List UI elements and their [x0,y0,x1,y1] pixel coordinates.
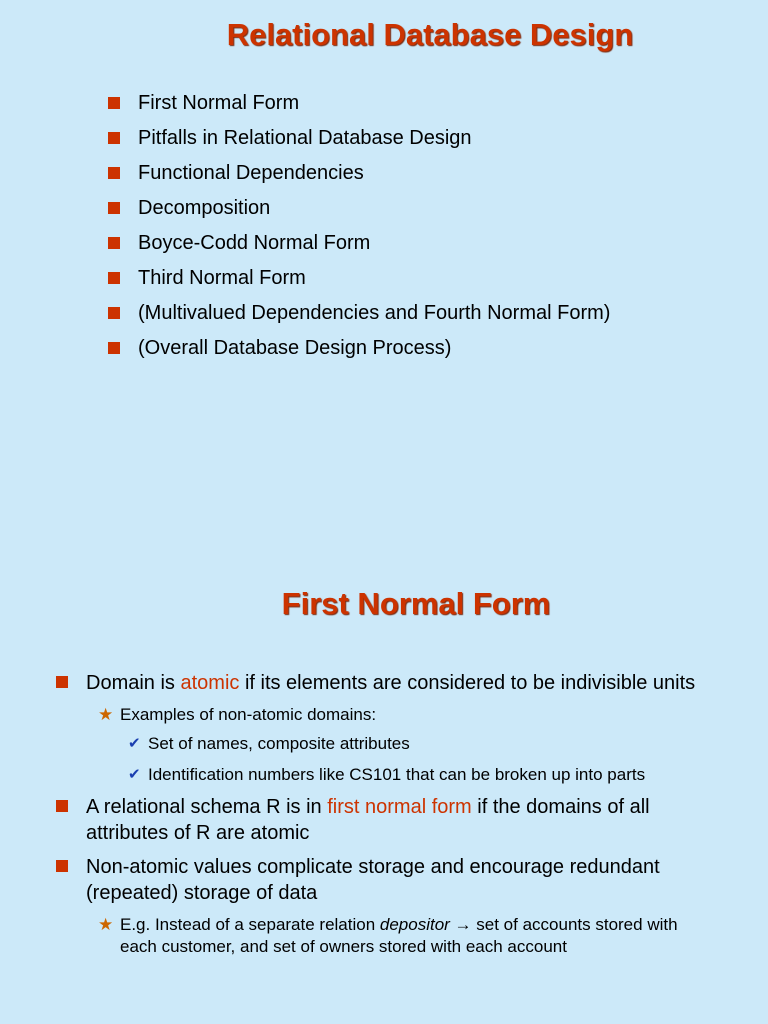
highlight-term: first normal form [327,796,472,818]
square-bullet-icon [56,860,68,872]
text-run: Domain is [86,672,181,694]
list-item [108,267,610,302]
sub-sub-bullet-text: Identification numbers like CS101 that can be broken up into parts [148,765,646,784]
star-icon: ★ [98,915,114,934]
square-bullet-icon [56,676,68,688]
italic-term: depositor [379,915,450,934]
bullet-text [86,794,716,846]
sub-bullet [98,704,716,726]
bullet-first-normal-form [56,794,716,846]
list-item-label: Boyce-Codd Normal Form [138,232,371,254]
list-item [108,197,610,232]
list-item [108,162,610,197]
list-item [108,302,610,337]
sub-bullet-text: Examples of non-atomic domains: [120,705,377,724]
list-item-label: Decomposition [138,197,271,219]
bullet-non-atomic [56,854,716,906]
text-run: E.g. Instead of a separate relation [120,915,380,934]
sub-sub-bullet-text: Set of names, composite attributes [148,734,410,753]
topic-list [108,92,610,372]
list-item-label: Third Normal Form [138,267,306,289]
arrow-right-icon: → [449,915,477,934]
list-item-label: First Normal Form [138,92,300,114]
checkmark-icon: ✔ [128,766,141,783]
list-item [108,127,610,162]
square-bullet-icon [108,342,120,354]
square-bullet-icon [108,167,120,179]
square-bullet-icon [108,97,120,109]
section-title: First Normal Form [281,586,551,621]
star-icon: ★ [98,705,114,724]
list-item-label: Pitfalls in Relational Database Design [138,127,472,149]
text-run: if the domains of all attributes of R are atomic [86,796,650,844]
highlight-term: atomic [180,672,240,694]
sub-sub-bullet [128,732,716,755]
list-item-label: (Multivalued Dependencies and Fourth Normal Form) [138,302,611,324]
square-bullet-icon [108,202,120,214]
bullet-text: Non-atomic values complicate storage and encourage redundant (repeated) storage of data [86,856,660,904]
text-run: if its elements are considered to be indivisible units [239,672,696,694]
list-item [108,337,610,372]
text-run: A relational schema R is in [86,796,328,818]
sub-bullet [98,914,716,958]
bullet-domain-atomic [56,670,716,696]
sub-sub-bullet [128,763,716,786]
square-bullet-icon [56,800,68,812]
square-bullet-icon [108,132,120,144]
slide-body [56,670,716,964]
bullet-text [86,670,695,696]
square-bullet-icon [108,272,120,284]
list-item-label: Functional Dependencies [138,162,364,184]
list-item [108,232,610,267]
list-item [108,92,610,127]
list-item-label: (Overall Database Design Process) [138,337,452,359]
sub-bullet-text [120,914,716,958]
square-bullet-icon [108,307,120,319]
square-bullet-icon [108,237,120,249]
slide-title: Relational Database Design [226,17,634,52]
checkmark-icon: ✔ [128,735,141,752]
text-run: set of accounts stored with each customer, and set of owners stored with each account [120,915,678,956]
